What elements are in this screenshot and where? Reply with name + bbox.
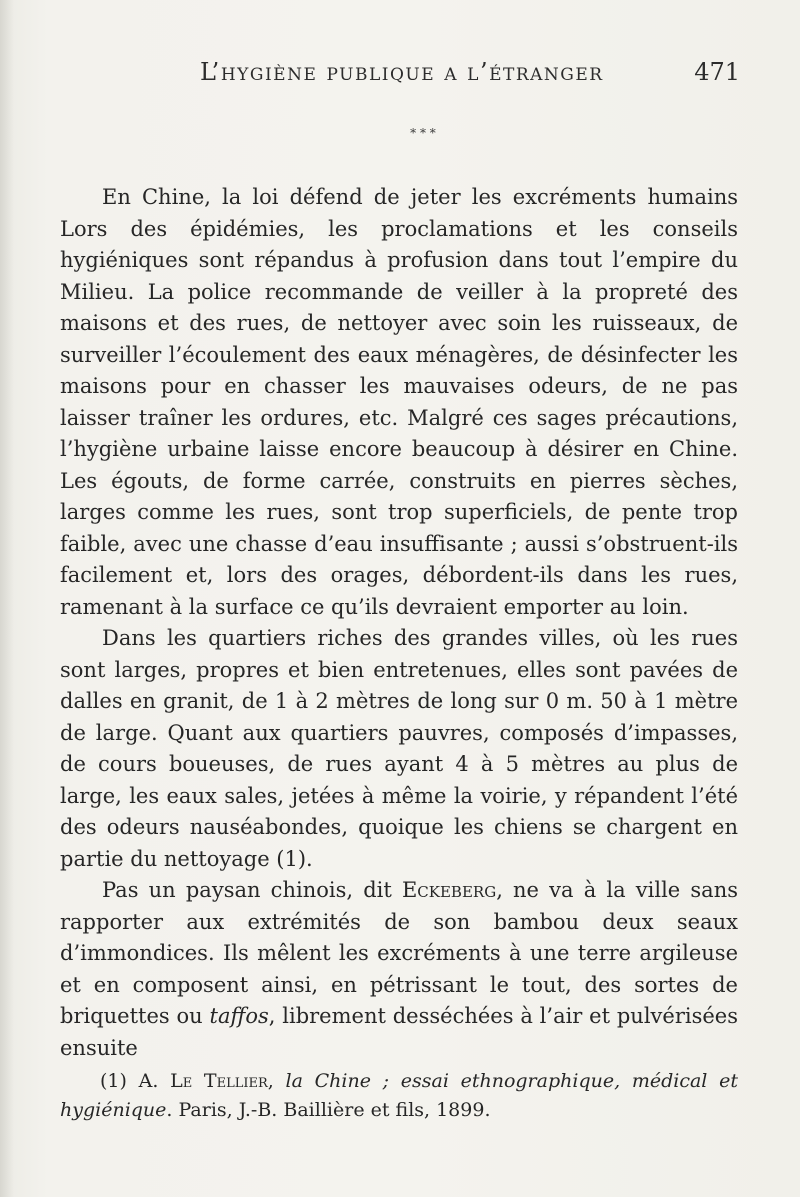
footnote-marker: (1) A. xyxy=(100,1070,171,1092)
paragraph xyxy=(60,875,738,1064)
paragraph-text: , librement desséchées à l’air et pulvérisées ensuite xyxy=(60,1004,738,1060)
footnote: (1) A. Le Tellier, la Chine ; essai ethnographique, médical et hygiénique. Paris, J.-B. Baillière et fils, 1899. xyxy=(60,1070,738,1121)
footnote-title: la Chine ; essai ethnographique, médical et hygiénique xyxy=(60,1070,738,1121)
paragraph-text: Pas un paysan chinois, dit xyxy=(102,878,402,902)
footnote-author: Le Tellier xyxy=(170,1070,268,1092)
cited-author: Eckeberg xyxy=(401,878,497,902)
footnote-publication: . Paris, J.-B. Baillière et fils, 1899. xyxy=(166,1099,491,1121)
page-number: 471 xyxy=(694,58,740,86)
body-text xyxy=(60,182,738,1064)
paragraph: En Chine, la loi défend de jeter les excréments humains Lors des épidémies, les proclamations et les conseils hygiéniques sont répandus à profusion dans tout l’empire du Milieu. La police recommande de veiller à la propreté des maisons et des rues, de nettoyer avec soin les ruisseaux, de surveiller l’écoulement des eaux ménagères, de désinfecter les maisons pour en chasser les mauvaises odeurs, de ne pas laisser traîner les ordures, etc. Malgré ces sages précautions, l’hygiène urbaine laisse encore beaucoup à désirer en Chine. Les égouts, de forme carrée, construits en pierres sèches, larges comme les rues, sont trop superficiels, de pente trop faible, avec une chasse d’eau insuffisante ; aussi s’obstruent-ils facilement et, lors des orages, débordent-ils dans les rues, ramenant à la surface ce qu’ils devraient emporter au loin. xyxy=(60,185,738,619)
paragraph: Dans les quartiers riches des grandes villes, où les rues sont larges, propres et bien entretenues, elles sont pavées de dalles en granit, de 1 à 2 mètres de long sur 0 m. 50 à 1 mètre de large. Quant aux quartiers pauvres, composés d’impasses, de cours boueuses, de rues ayant 4 à 5 mètres au plus de large, les eaux sales, jetées à même la voirie, y répandent l’été des odeurs nauséabondes, quoique les chiens se chargent en partie du nettoyage (1). xyxy=(60,626,738,871)
page-header xyxy=(200,58,740,98)
running-head: L’hygiène publique a l’étranger xyxy=(200,58,604,86)
paragraph-text: , ne va à la ville sans rapporter aux extrémités de son bambou deux seaux d’immondices. Ils mêlent les excréments à une terre argileuse et en composent ainsi, en pétrissant le tout, des sortes de briquettes ou xyxy=(60,878,739,1028)
italic-term: taffos xyxy=(209,1004,269,1028)
section-ornament: * * * xyxy=(410,126,436,140)
page-gutter-shadow xyxy=(0,0,14,1197)
